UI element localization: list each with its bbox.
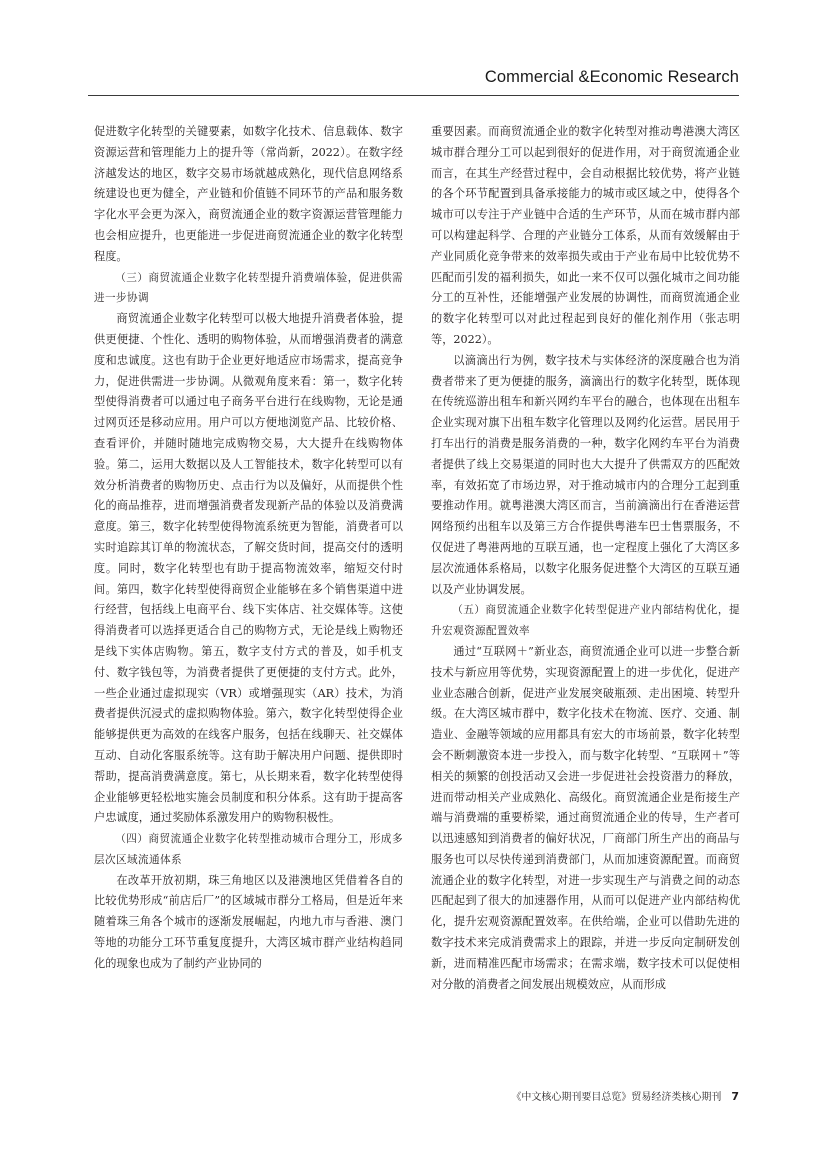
header-divider xyxy=(88,95,739,96)
body-paragraph: 促进数字化转型的关键要素，如数字化技术、信息载体、数字资源运营和管理能力上的提升等（常尚新，2022）。在数字经济越发达的地区，数字交易市场就越成熟化，现代信息网络系统建设也更为健全，产业链和价值链不同环节的产品和服务数字化水平会更为深入，商贸流通企业的数字资源运营管理能力也会相应提升，也更能进一步促进商贸流通企业的数字化转型程度。 xyxy=(94,125,403,263)
footer-catalog-text: 《中文核心期刊要目总览》贸易经济类核心期刊 xyxy=(511,1092,722,1103)
section-heading-4: （四）商贸流通企业数字化转型推动城市合理分工，形成多层次区域流通体系 xyxy=(94,833,403,866)
page-footer xyxy=(511,1088,739,1103)
body-paragraph: 通过“互联网＋”新业态，商贸流通企业可以进一步整合新技术与新应用等优势，实现资源配置上的进一步优化，促进产业业态融合创新，促进产业发展突破瓶颈、走出困境、转型升级。在大湾区城市群中，数字化技术在物流、医疗、交通、制造业、金融等领域的应用都具有宏大的市场前景，数字化转型会不断刺激资本进一步投入，而与数字化转型、“互联网＋”等相关的频繁的创投活动又会进一步促进社会投资潜力的释放，进而带动相关产业成熟化、高级化。商贸流通企业是衔接生产端与消费端的重要桥梁，通过商贸流通企业的传导，生产者可以迅速感知到消费者的偏好状况，厂商部门所生产出的商品与服务也可以尽快传递到消费部门，从而加速资源配置。而商贸流通企业的数字化转型，对进一步实现生产与消费之间的动态匹配起到了很大的加速器作用，从而可以促进产业内部结构优化，提升宏观资源配置效率。在供给端，企业可以借助先进的数字技术来完成消费需求上的跟踪，并进一步反向定制研发创新，进而精准匹配市场需求；在需求端，数字技术可以促使相对分散的消费者之间发展出规模效应，从而形成 xyxy=(431,644,740,991)
page-number: 7 xyxy=(731,1090,739,1103)
right-column xyxy=(431,122,740,1077)
section-heading-5: （五）商贸流通企业数字化转型促进产业内部结构优化，提升宏观资源配置效率 xyxy=(431,604,740,638)
body-paragraph: 以滴滴出行为例，数字技术与实体经济的深度融合也为消费者带来了更为便捷的服务，滴滴出行的数字化转型，既体现在传统巡游出租车和新兴网约车平台的融合，也体现在出租车企业实现对旗下出租车数字化管理以及网约化运营。居民用于打车出行的消费是服务消费的一种，数字化网约车平台为消费者提供了线上交易渠道的同时也大大提升了供需双方的匹配效率，有效拓宽了市场边界，对于推动城市内的合理分工起到重要推动作用。就粤港澳大湾区而言，当前滴滴出行在香港运营网络预约出租车以及第三方合作提供粤港车巴士售票服务，不仅促进了粤港两地的互联互通，也一定程度上强化了大湾区多层次流通体系格局，以数字化服务促进整个大湾区的互联互通以及产业协调发展。 xyxy=(431,353,740,596)
section-heading-3: （三）商贸流通企业数字化转型提升消费端体验，促进供需进一步协调 xyxy=(94,271,403,305)
body-paragraph: 商贸流通企业数字化转型可以极大地提升消费者体验，提供更便捷、个性化、透明的购物体验，从而增强消费者的满意度和忠诚度。这也有助于企业更好地适应市场需求，提高竞争力，促进供需进一步协调。从微观角度来看：第一，数字化转型使得消费者可以通过电子商务平台进行在线购物，无论是通过网页还是移动应用。用户可以方便地浏览产品、比较价格、查看评价，并随时随地完成购物交易，大大提升在线购物体验。第二，运用大数据以及人工智能技术，数字化转型可以有效分析消费者的购物历史、点击行为以及偏好，从而提供个性化的商品推荐，进而增强消费者发现新产品的体验以及消费满意度。第三，数字化转型使得物流系统更为智能，消费者可以实时追踪其订单的物流状态，了解交货时间，提高交付的透明度。同时，数字化转型也有助于提高物流效率，缩短交付时间。第四，数字化转型使得商贸企业能够在多个销售渠道中进行经营，包括线上电商平台、线下实体店、社交媒体等。这使得消费者可以选择更适合自己的购物方式，无论是线上购物还是线下实体店购物。第五，数字支付方式的普及，如手机支付、数字钱包等，为消费者提供了更便捷的支付方式。此外，一些企业通过虚拟现实（VR）或增强现实（AR）技术，为消费者提供沉浸式的虚拟购物体验。第六，数字化转型使得企业能够提供更为高效的在线客户服务，包括在线聊天、社交媒体互动、自动化客服系统等。这有助于解决用户问题、提供即时帮助，提高消费满意度。第七，从长期来看，数字化转型使得企业能够更轻松地实施会员制度和积分体系。这有助于提高客户忠诚度，通过奖励体系激发用户的购物积极性。 xyxy=(94,312,403,825)
journal-title: Commercial &Economic Research xyxy=(484,68,739,86)
left-column xyxy=(94,122,403,1077)
body-paragraph: 重要因素。而商贸流通企业的数字化转型对推动粤港澳大湾区城市群合理分工可以起到很好的促进作用，对于商贸流通企业而言，在其生产经营过程中，会自动根据比较优势，将产业链的各个环节配置到具备承接能力的城市或区域之中，使得各个城市可以专注于产业链中合适的生产环节，从而在城市群内部可以构建起科学、合理的产业链分工体系，从而有效缓解由于产业同质化竞争带来的效率损失或由于产业布局中比较优势不匹配而引发的福利损失，如此一来不仅可以强化城市之间功能分工的互补性，还能增强产业发展的协调性，而商贸流通企业的数字化转型可以对此过程起到良好的催化剂作用（张志明等，2022）。 xyxy=(431,125,740,346)
body-paragraph: 在改革开放初期，珠三角地区以及港澳地区凭借着各自的比较优势形成“前店后厂”的区域城市群分工格局，但是近年来随着珠三角各个城市的逐渐发展崛起，内地九市与香港、澳门等地的功能分工环节重复度提升，大湾区城市群产业结构趋同化的现象也成为了制约产业协同的 xyxy=(94,873,403,970)
